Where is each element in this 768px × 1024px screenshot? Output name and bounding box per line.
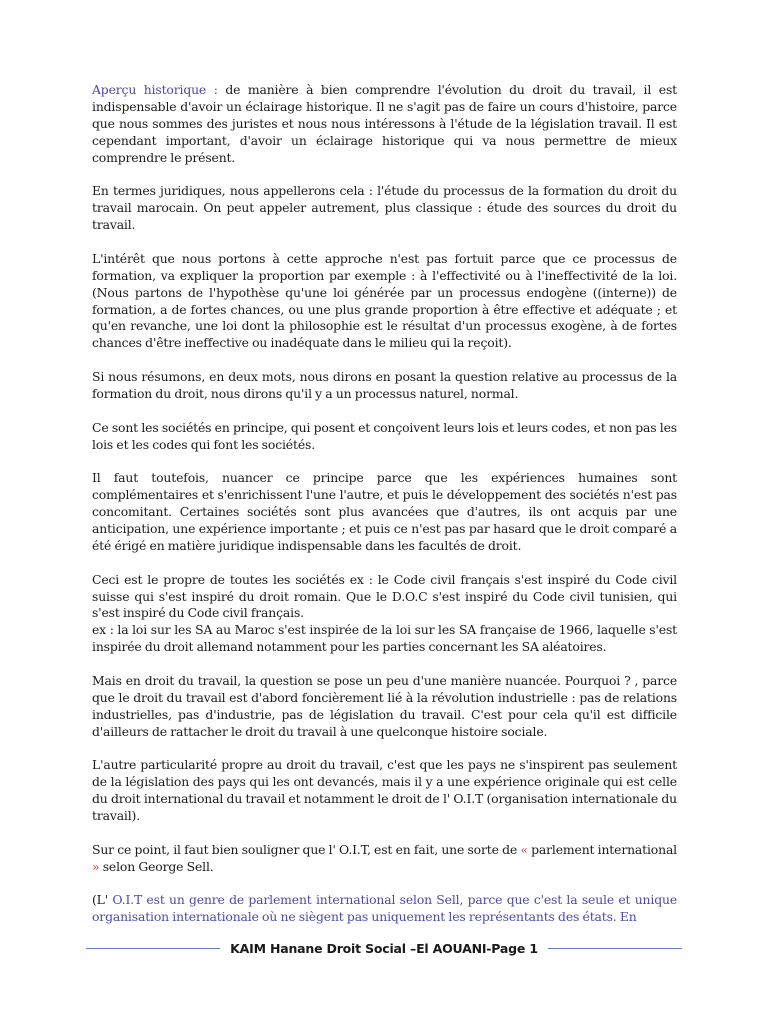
paragraph: ex : la loi sur les SA au Maroc s'est inspirée de la loi sur les SA française de 1966, laquelle s'est inspirée du droit allemand notamment pour les parties concernant les SA aléatoires. [92, 622, 677, 655]
paragraph: L'autre particularité propre au droit du travail, c'est que les pays ne s'inspirent pas seulement de la législation des pays qui les ont devancés, mais il y a une expérience originale qui est celle du droit international du travail et notamment le droit de l' O.I.T (organisation internationale du travail). [92, 757, 677, 824]
paragraph-text: selon George Sell. [99, 858, 214, 874]
quote-close: » [92, 858, 100, 874]
paragraph-text: de manière à bien comprendre l'évolution du droit du travail, il est indispensable d'avoir un éclairage historique. Il ne s'agit pas de faire un cours d'histoire, parce que nous sommes des juristes et nous nous intéressons à l'étude de la législation travail. Il est cependant important, d'avoir un éclairage historique qui va nous permettre de mieux comprendre le présent. [92, 82, 677, 165]
paragraph: L'intérêt que nous portons à cette approche n'est pas fortuit parce que ce processus de formation, va expliquer la proportion par exemple : à l'effectivité ou à l'ineffectivité de la loi. (Nous partons de l'hypothèse qu'une loi générée par un processus endogène ((interne)) de formation, a de fortes chances, ou une plus grande proportion à être effective et adéquate ; et qu'en revanche, une loi dont la philosophie est le résultat d'un processus exogène, à de fortes chances d'être ineffective ou inadéquate dans le milieu qui la reçoit). [92, 250, 677, 351]
paragraph-text: O.I.T est un genre de parlement international selon Sell, parce que c'est la seule et unique organisation internationale où ne siègent pas uniquement les représentants des états. En [92, 892, 677, 925]
paragraph: En termes juridiques, nous appellerons cela : l'étude du processus de la formation du droit du travail marocain. On peut appeler autrement, plus classique : étude des sources du droit du travail. [92, 183, 677, 233]
footer-rule-right [548, 948, 682, 949]
paragraph-oit [92, 842, 677, 876]
paragraph: Ceci est le propre de toutes les sociétés ex : le Code civil français s'est inspiré du Code civil suisse qui s'est inspiré du droit romain. Que le D.O.C s'est inspiré du Code civil tunisien, qui s'est inspiré du Code civil français. [92, 571, 677, 621]
paragraph-text: Sur ce point, il faut bien souligner que l' O.I.T, est en fait, une sorte de [92, 841, 521, 857]
paragraph: Mais en droit du travail, la question se pose un peu d'une manière nuancée. Pourquoi ? , parce que le droit du travail est d'abord foncièrement lié à la révolution industrielle : pas de relations industrielles, pas d'industrie, pas de législation du travail. C'est pour cela qu'il est difficile d'ailleurs de rattacher le droit du travail à une quelconque histoire sociale. [92, 672, 677, 739]
paragraph-prefix: (L' [92, 892, 109, 908]
footer-rule-left [86, 948, 220, 949]
quote-open: « [520, 841, 528, 857]
paragraph-sell [92, 892, 677, 926]
quoted-text: parlement international [527, 841, 677, 857]
paragraph: Il faut toutefois, nuancer ce principe parce que les expériences humaines sont complémentaires et s'enrichissent l'une l'autre, et puis le développement des sociétés n'est pas concomitant. Certaines sociétés sont plus avancées que d'autres, ils ont acquis par une anticipation, une expérience importante ; et puis ce n'est pas par hasard que le droit comparé a été érigé en matière juridique indispensable dans les facultés de droit. [92, 470, 677, 553]
section-lead: Aperçu historique : [92, 82, 218, 97]
paragraph-apercu [92, 82, 677, 167]
footer-text: KAIM Hanane Droit Social –El AOUANI-Page 1 [230, 940, 538, 956]
paragraph: Si nous résumons, en deux mots, nous dirons en posant la question relative au processus de la formation du droit, nous dirons qu'il y a un processus naturel, normal. [92, 369, 677, 401]
page-footer [86, 938, 682, 958]
paragraph: Ce sont les sociétés en principe, qui posent et conçoivent leurs lois et leurs codes, et non pas les lois et les codes qui font les sociétés. [92, 419, 677, 452]
document-body [92, 82, 677, 926]
